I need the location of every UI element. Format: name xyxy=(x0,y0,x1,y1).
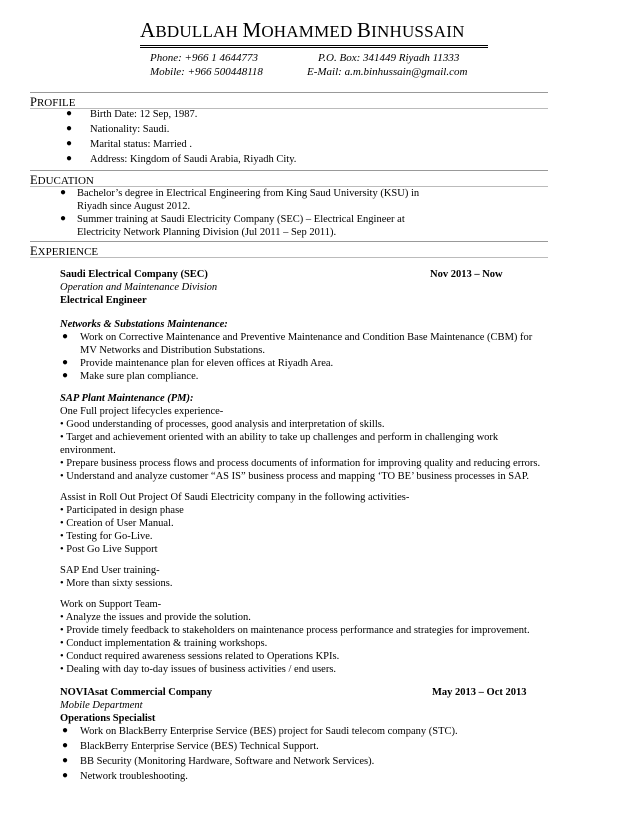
job-item-line: BB Security (Monitoring Hardware, Software and Network Services). xyxy=(80,756,375,767)
text-line: • Creation of User Manual. xyxy=(60,518,174,529)
text-line: • Dealing with day to-day issues of business activities / end users. xyxy=(60,664,337,675)
education-item-line: Riyadh since August 2012. xyxy=(77,201,191,212)
job-item-line: BlackBerry Enterprise Service (BES) Technical Support. xyxy=(80,741,319,752)
text-line: • Participated in design phase xyxy=(60,505,184,516)
text-line: • More than sixty sessions. xyxy=(60,578,173,589)
text-line: • Provide timely feedback to stakeholders on maintenance process performance and strategies for improvement. xyxy=(60,625,530,636)
bullet-icon: ● xyxy=(62,725,69,736)
bullet-icon: ● xyxy=(62,740,69,751)
text-line: One Full project lifecycles experience- xyxy=(60,406,224,417)
email-text: E-Mail: a.m.binhussain@gmail.com xyxy=(307,66,468,78)
profile-rule-top xyxy=(30,92,548,93)
text-line: • Prepare business process flows and process documents of information for improving quality and reducing errors. xyxy=(60,458,541,469)
job-dates: Nov 2013 – Now xyxy=(430,269,503,280)
text-line: environment. xyxy=(60,445,116,456)
education-heading: EDUCATION xyxy=(30,173,94,187)
experience-rule-bottom xyxy=(30,257,548,258)
profile-item: Nationality: Saudi. xyxy=(90,124,170,135)
text-line: SAP End User training- xyxy=(60,565,160,576)
job-role: Operations Specialist xyxy=(60,713,156,724)
text-line: • Understand and analyze customer “AS IS” business process and mapping ‘TO BE’ business processes in SAP. xyxy=(60,471,529,482)
bullet-icon: ● xyxy=(62,331,69,342)
job-item-line: MV Networks and Distribution Substations. xyxy=(80,345,266,356)
job-item-line: Work on Corrective Maintenance and Preventive Maintenance and Condition Base Maintenance (CBM) for xyxy=(80,332,533,343)
experience-heading: EXPERIENCE xyxy=(30,244,99,258)
profile-heading: PROFILE xyxy=(30,95,76,109)
bullet-icon: ● xyxy=(66,108,73,119)
subsection-heading: SAP Plant Maintenance (PM): xyxy=(60,393,194,404)
job-division: Operation and Maintenance Division xyxy=(60,282,218,293)
job-item-line: Network troubleshooting. xyxy=(80,771,188,782)
text-line: • Target and achievement oriented with an ability to take up challenges and perform in challenging work xyxy=(60,432,499,443)
job-item-line: Provide maintenance plan for eleven offices at Riyadh Area. xyxy=(80,358,334,369)
bullet-icon: ● xyxy=(62,370,69,381)
job-item-line: Work on BlackBerry Enterprise Service (BES) project for Saudi telecom company (STC). xyxy=(80,726,458,737)
text-line: • Analyze the issues and provide the solution. xyxy=(60,612,251,623)
po-box-text: P.O. Box: 341449 Riyadh 11333 xyxy=(318,52,460,64)
bullet-icon: ● xyxy=(62,755,69,766)
candidate-name: ABDULLAH MOHAMMED BINHUSSAIN xyxy=(140,18,465,42)
job-dates: May 2013 – Oct 2013 xyxy=(432,687,527,698)
mobile-text: Mobile: +966 500448118 xyxy=(150,66,263,78)
text-line: • Testing for Go-Live. xyxy=(60,531,153,542)
job-company: NOVIAsat Commercial Company xyxy=(60,687,213,698)
profile-item: Birth Date: 12 Sep, 1987. xyxy=(90,109,198,120)
education-item-line: Electricity Network Planning Division (Jul 2011 – Sep 2011). xyxy=(77,227,337,238)
text-line: • Conduct implementation & training workshops. xyxy=(60,638,268,649)
education-item-line: Bachelor’s degree in Electrical Engineering from King Saud University (KSU) in xyxy=(77,188,420,199)
job-division: Mobile Department xyxy=(60,700,143,711)
bullet-icon: ● xyxy=(60,187,67,198)
text-line: Work on Support Team- xyxy=(60,599,162,610)
education-item-line: Summer training at Saudi Electricity Company (SEC) – Electrical Engineer at xyxy=(77,214,405,225)
text-line: • Conduct required awareness sessions related to Operations KPIs. xyxy=(60,651,340,662)
job-role: Electrical Engineer xyxy=(60,295,147,306)
job-company: Saudi Electrical Company (SEC) xyxy=(60,269,208,280)
experience-rule-top xyxy=(30,241,548,242)
text-line: • Good understanding of processes, good analysis and interpretation of skills. xyxy=(60,419,385,430)
text-line: • Post Go Live Support xyxy=(60,544,158,555)
bullet-icon: ● xyxy=(62,770,69,781)
education-rule-top xyxy=(30,170,548,171)
bullet-icon: ● xyxy=(66,138,73,149)
job-item-line: Make sure plan compliance. xyxy=(80,371,199,382)
bullet-icon: ● xyxy=(66,153,73,164)
profile-item: Address: Kingdom of Saudi Arabia, Riyadh City. xyxy=(90,154,297,165)
name-underline xyxy=(140,45,488,48)
subsection-heading: Networks & Substations Maintenance: xyxy=(60,319,228,330)
text-line: Assist in Roll Out Project Of Saudi Electricity company in the following activities- xyxy=(60,492,410,503)
bullet-icon: ● xyxy=(66,123,73,134)
bullet-icon: ● xyxy=(60,213,67,224)
bullet-icon: ● xyxy=(62,357,69,368)
profile-item: Marital status: Married . xyxy=(90,139,193,150)
phone-text: Phone: +966 1 4644773 xyxy=(150,52,258,64)
